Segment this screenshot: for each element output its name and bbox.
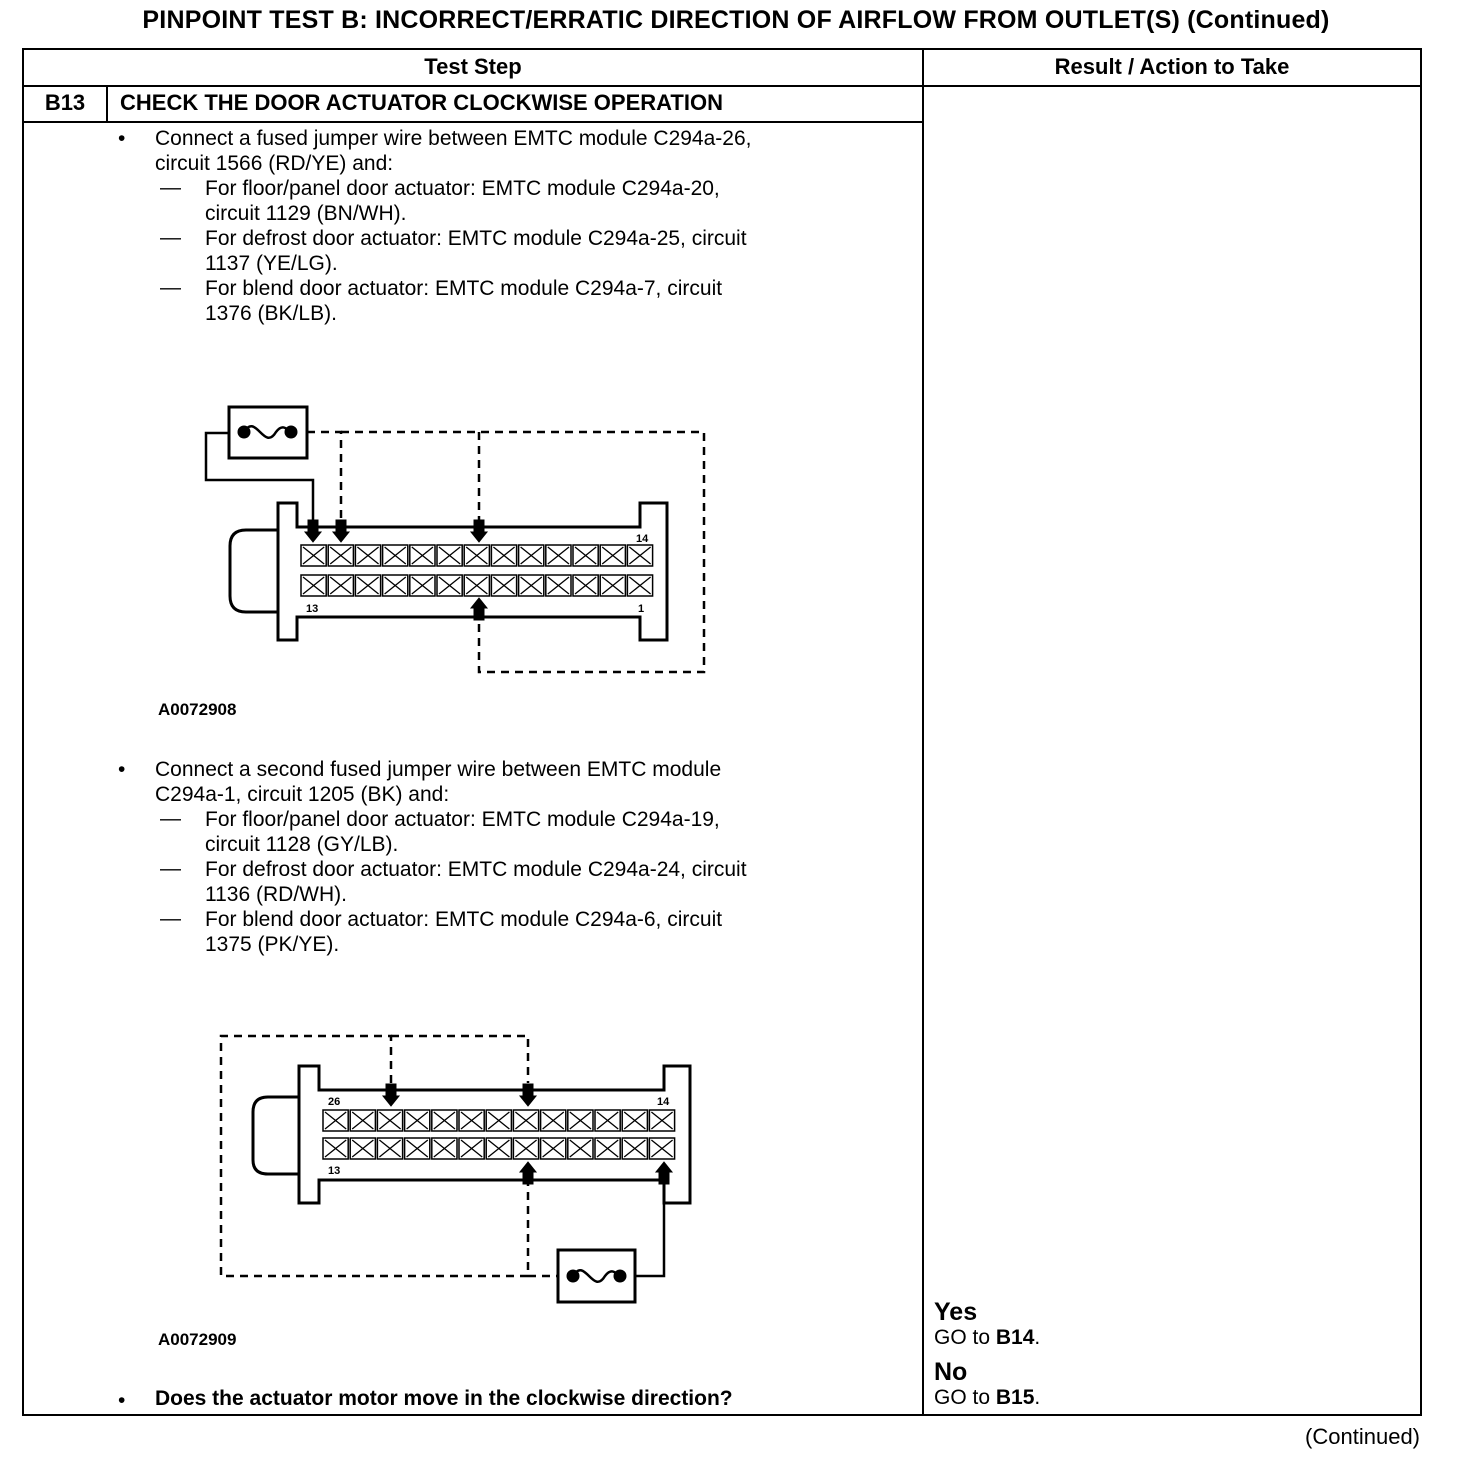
- figure-caption: A0072908: [158, 700, 237, 719]
- result-yes-suffix: .: [1034, 1326, 1041, 1349]
- block2-line1: Connect a second fused jumper wire between EMTC module: [155, 758, 722, 781]
- connector-body: [299, 1066, 690, 1203]
- block2-sub1b: circuit 1128 (GY/LB).: [205, 833, 399, 856]
- question-text: Does the actuator motor move in the clockwise direction?: [155, 1387, 733, 1410]
- link-b14[interactable]: B14: [995, 1326, 1035, 1349]
- bullet: •: [118, 127, 126, 150]
- pin-label-13: 13: [328, 1165, 341, 1177]
- result-no-prefix: GO to: [934, 1386, 996, 1409]
- result-no-label: No: [934, 1358, 968, 1386]
- header-result: Result / Action to Take: [1054, 54, 1290, 79]
- bullet: •: [118, 758, 126, 781]
- block1-sub3a: For blend door actuator: EMTC module C294a-7, circuit: [205, 277, 723, 300]
- block1-line1: Connect a fused jumper wire between EMTC module C294a-26,: [155, 127, 752, 150]
- step-id: B13: [44, 90, 86, 115]
- pin-label-14: 14: [636, 533, 649, 545]
- block1-sub1a: For floor/panel door actuator: EMTC module C294a-20,: [205, 177, 720, 200]
- block1-sub2a: For defrost door actuator: EMTC module C294a-25, circuit: [205, 227, 747, 250]
- block2-sub3a: For blend door actuator: EMTC module C294a-6, circuit: [205, 908, 723, 931]
- block1-sub1b: circuit 1129 (BN/WH).: [205, 202, 407, 225]
- pin-label-1: 1: [638, 603, 645, 615]
- figure-caption: A0072909: [158, 1330, 237, 1349]
- pin-label-13: 13: [306, 603, 319, 615]
- block2-sub2b: 1136 (RD/WH).: [205, 883, 347, 906]
- result-no-action: [934, 1386, 1040, 1410]
- header-test-step: Test Step: [424, 54, 522, 79]
- block2-sub3b: 1375 (PK/YE).: [205, 933, 340, 956]
- dash: —: [160, 176, 181, 199]
- dash: —: [160, 907, 181, 930]
- dash: —: [160, 276, 181, 299]
- dash: —: [160, 226, 181, 249]
- continued-note: (Continued): [1305, 1424, 1420, 1449]
- pin-label-26: 26: [328, 1096, 341, 1108]
- block1-line2: circuit 1566 (RD/YE) and:: [155, 152, 394, 175]
- pin-label-14: 14: [657, 1096, 670, 1108]
- result-yes-label: Yes: [934, 1298, 978, 1326]
- dash: —: [160, 857, 181, 880]
- link-b15[interactable]: B15: [995, 1386, 1035, 1409]
- block2-sub2a: For defrost door actuator: EMTC module C294a-24, circuit: [205, 858, 747, 881]
- step-title: CHECK THE DOOR ACTUATOR CLOCKWISE OPERATION: [120, 90, 723, 115]
- result-yes-prefix: GO to: [934, 1326, 996, 1349]
- block1-sub2b: 1137 (YE/LG).: [205, 252, 338, 275]
- block2-sub1a: For floor/panel door actuator: EMTC module C294a-19,: [205, 808, 720, 831]
- bullet: •: [118, 1389, 126, 1412]
- block1-sub3b: 1376 (BK/LB).: [205, 302, 337, 325]
- dash: —: [160, 807, 181, 830]
- result-no-suffix: .: [1034, 1386, 1041, 1409]
- result-yes-action: [934, 1326, 1040, 1350]
- page-title: PINPOINT TEST B: INCORRECT/ERRATIC DIRECTION OF AIRFLOW FROM OUTLET(S) (Continued): [142, 6, 1330, 34]
- block2-line2: C294a-1, circuit 1205 (BK) and:: [155, 783, 450, 806]
